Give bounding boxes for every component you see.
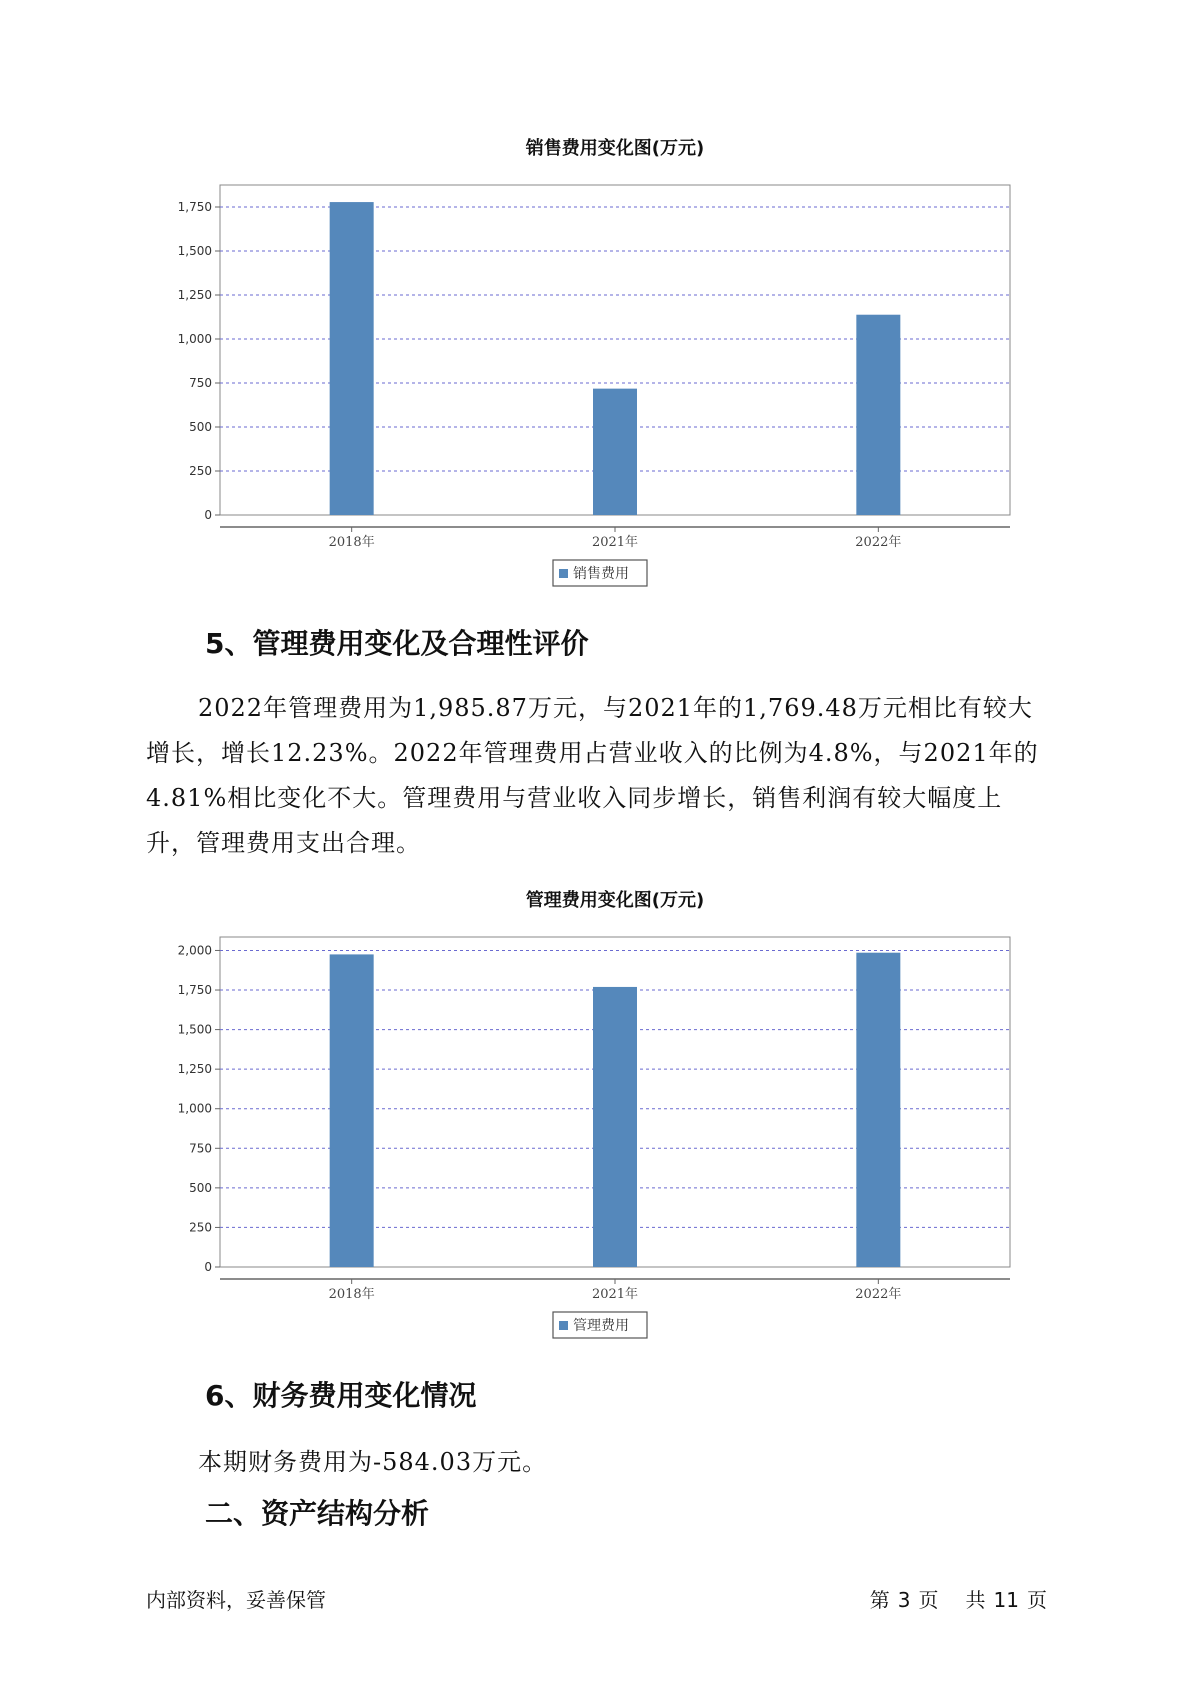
bar	[856, 315, 900, 515]
bar	[330, 202, 374, 515]
section5-paragraph	[146, 686, 1051, 866]
legend-label: 管理费用	[573, 1318, 629, 1334]
admin-expense-chart	[0, 882, 1191, 1352]
footer-page-number: 3	[897, 1588, 911, 1612]
chart-title: 销售费用变化图(万元)	[525, 138, 705, 159]
y-tick-label: 1,750	[177, 983, 212, 998]
y-tick-label: 1,750	[177, 200, 212, 214]
bar	[593, 389, 637, 515]
footer-total-prefix: 共	[965, 1588, 986, 1612]
footer-page-suffix: 页	[918, 1588, 939, 1612]
legend-label: 销售费用	[573, 566, 629, 582]
section6-paragraph	[146, 1440, 1051, 1485]
section5-heading: 5、管理费用变化及合理性评价	[205, 627, 589, 660]
footer-total-pages: 11	[993, 1588, 1019, 1612]
y-tick-label: 0	[204, 508, 212, 522]
y-tick-label: 0	[204, 1260, 212, 1274]
x-tick-label: 2018年	[328, 535, 375, 550]
y-tick-label: 500	[189, 420, 212, 434]
y-tick-label: 250	[189, 1220, 212, 1235]
x-tick-label: 2022年	[855, 1287, 902, 1302]
legend-swatch	[559, 1321, 568, 1330]
x-tick-label: 2018年	[328, 1287, 375, 1302]
y-tick-label: 500	[189, 1180, 212, 1195]
footer-page-prefix: 第	[869, 1588, 890, 1612]
y-tick-label: 1,000	[177, 332, 212, 346]
y-tick-label: 1,500	[177, 244, 212, 258]
footer-page-info	[866, 1584, 1051, 1613]
y-tick-label: 750	[189, 1141, 212, 1156]
y-tick-label: 1,250	[177, 1062, 212, 1077]
y-tick-label: 2,000	[177, 943, 212, 958]
x-tick-label: 2021年	[591, 535, 639, 550]
x-tick-label: 2021年	[591, 1287, 639, 1302]
section6-paragraph-text: 本期财务费用为-584.03万元。	[198, 1448, 548, 1476]
chart-title: 管理费用变化图(万元)	[525, 890, 705, 911]
sales-expense-chart-svg	[0, 130, 1191, 600]
footer-confidential: 内部资料，妥善保管	[146, 1588, 326, 1612]
footer-total-suffix: 页	[1027, 1588, 1047, 1612]
y-tick-label: 250	[189, 464, 212, 478]
bar	[593, 987, 637, 1267]
section5-paragraph-text: 2022年管理费用为1,985.87万元，与2021年的1,769.48万元相比有较大增长，增长12.23%。2022年管理费用占营业收入的比例为4.8%，与2021年的4.81%相比变化不大。管理费用与营业收入同步增长，销售利润有较大幅度上升，管理费用支出合理。	[146, 694, 1039, 857]
y-tick-label: 1,250	[177, 288, 212, 302]
section6-heading: 6、财务费用变化情况	[205, 1379, 477, 1412]
bar	[856, 953, 900, 1267]
section-two-heading: 二、资产结构分析	[205, 1497, 430, 1530]
bar	[330, 954, 374, 1267]
y-tick-label: 1,500	[177, 1022, 212, 1037]
admin-expense-chart-svg	[0, 882, 1191, 1352]
x-tick-label: 2022年	[855, 535, 902, 550]
y-tick-label: 750	[189, 376, 212, 390]
legend-swatch	[559, 569, 568, 578]
y-tick-label: 1,000	[177, 1101, 212, 1116]
sales-expense-chart	[0, 130, 1191, 600]
